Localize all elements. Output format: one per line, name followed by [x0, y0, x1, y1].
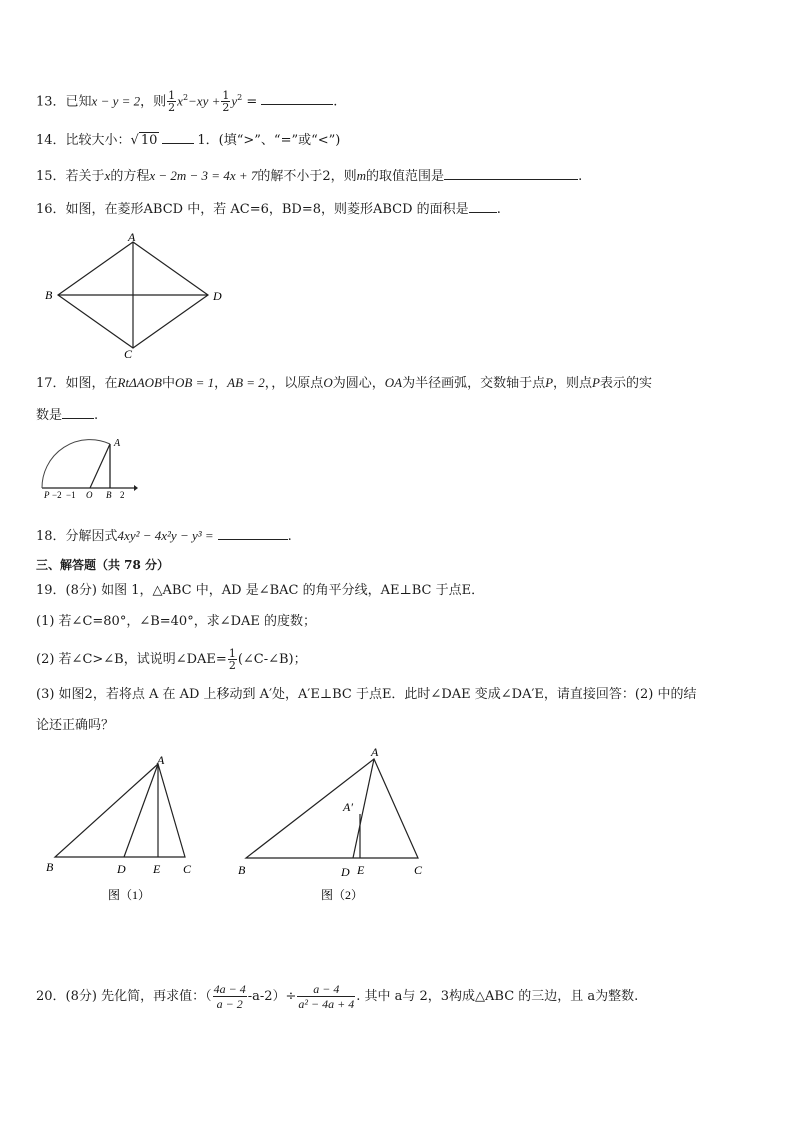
q18-expression: 4xy² − 4x²y − y³ = — [117, 528, 214, 543]
q19-part3-line2: 论还正确吗？ — [36, 718, 115, 733]
fig2-caption: 图（2） — [321, 888, 364, 902]
fig1-label-A: A — [157, 753, 165, 767]
triangle-figure-1 — [40, 752, 210, 902]
label-O: O — [86, 490, 93, 500]
q15-answer-blank[interactable] — [444, 167, 578, 180]
q13-mid: ，则 — [140, 94, 167, 110]
fig2-label-D: D — [341, 865, 350, 879]
q18-answer-blank[interactable] — [218, 527, 288, 540]
question-16: 16．如图，在菱形ABCD 中，若 AC=6，BD=8，则菱形ABCD 的面积是 . — [36, 202, 501, 217]
tick-minus-2: −2 — [52, 490, 62, 500]
fig2-label-A: A — [371, 745, 379, 759]
question-18: 18．分解因式4xy² − 4x²y − y³ = . — [36, 528, 292, 544]
q19-part1: (1) 若∠C=80°，∠B=40°，求∠DAE 的度数； — [36, 614, 317, 629]
label-D: D — [213, 289, 222, 303]
fig2-label-C: C — [414, 863, 423, 877]
q13-number: 13．已知 — [36, 94, 92, 110]
sqrt-icon: √ — [130, 133, 139, 148]
q17-answer-blank[interactable] — [62, 406, 94, 419]
q20-fraction-2: $\frac{a - 4}{\text{a² − 4a + 4}}$ — [298, 982, 355, 1011]
number-line-figure — [38, 436, 138, 500]
question-20: 20．(8分) 先化简，再求值：（ $\frac{4a - 4}{a - 2}$ -a-2）÷ $\frac{a - 4}{\text{a² − 4a + 4}}$ . 其中 a与 2，3构成△ABC 的三边，且 a为整数. — [36, 982, 639, 1011]
fig1-label-D: D — [117, 862, 126, 876]
label-C: C — [124, 347, 133, 361]
q15-equation: x − 2m − 3 = 4x + 7 — [149, 168, 258, 183]
tick-2: 2 — [120, 490, 125, 500]
fig2-label-B: B — [238, 863, 246, 877]
q19-fraction: $\frac{1}{2}$ — [228, 647, 236, 672]
question-17-line2: 数是 . — [36, 408, 99, 423]
q19-part2: (2) 若∠C>∠B，试说明∠DAE= $\frac{1}{2}$ (∠C-∠B)； — [36, 647, 307, 672]
q20-fraction-1: $\frac{4a - 4}{a - 2}$ — [213, 982, 246, 1011]
fig1-caption: 图（1） — [108, 888, 151, 902]
tick-minus-1: −1 — [66, 490, 76, 500]
triangle-figure-2 — [234, 742, 434, 904]
question-14 — [36, 131, 340, 149]
section-3-title: 三、解答题（共 78 分） — [36, 558, 170, 572]
question-15: 15．若关于x的方程x − 2m − 3 = 4x + 7的解不小于2，则m的取值范围是 . — [36, 168, 583, 184]
q19-head: 19．(8分) 如图 1，△ABC 中，AD 是∠BAC 的角平分线，AE⊥BC 于点E． — [36, 583, 485, 598]
label-B: B — [45, 288, 53, 302]
label-B: B — [106, 490, 112, 500]
question-13: 13．已知x − y = 2，则 $\frac{1}{2}$ $x^2-xy$ + $\frac{1}{2}$ $y^2$ = . — [36, 89, 338, 115]
q16-answer-blank[interactable] — [469, 200, 497, 213]
label-P: P — [44, 490, 50, 500]
fig2-label-E: E — [357, 863, 365, 877]
fig2-label-A-prime: A′ — [343, 800, 353, 814]
q14-answer-blank[interactable] — [162, 131, 194, 144]
fig1-label-B: B — [46, 860, 54, 874]
question-17-line1: 17．如图，在RtΔAOB中OB = 1，AB = 2，，以原点O为圆心，OA为半径画弧，交数轴于点P，则点P表示的实 — [36, 375, 653, 391]
q14-radicand: 10 — [140, 133, 158, 148]
fig1-label-C: C — [183, 862, 192, 876]
q14-number: 14．比较大小： — [36, 133, 131, 148]
label-A: A — [128, 230, 136, 244]
q19-part3-line1: (3) 如图2，若将点 A 在 AD 上移动到 A′处，A′E⊥BC 于点E．此时∠DAE 变成∠DA′E，请直接回答：(2) 中的结 — [36, 687, 697, 702]
label-A: A — [114, 438, 121, 449]
rhombus-figure — [40, 230, 230, 362]
q14-rest: 1．(填“>”、“=”或“<”) — [197, 133, 341, 148]
q13-answer-blank[interactable] — [261, 92, 333, 105]
q13-condition: x − y = 2 — [91, 93, 141, 109]
q13-fraction-1: $\frac{1}{2}$ — [168, 89, 176, 115]
q13-fraction-2: $\frac{1}{2}$ — [222, 89, 230, 115]
fig1-label-E: E — [153, 862, 161, 876]
